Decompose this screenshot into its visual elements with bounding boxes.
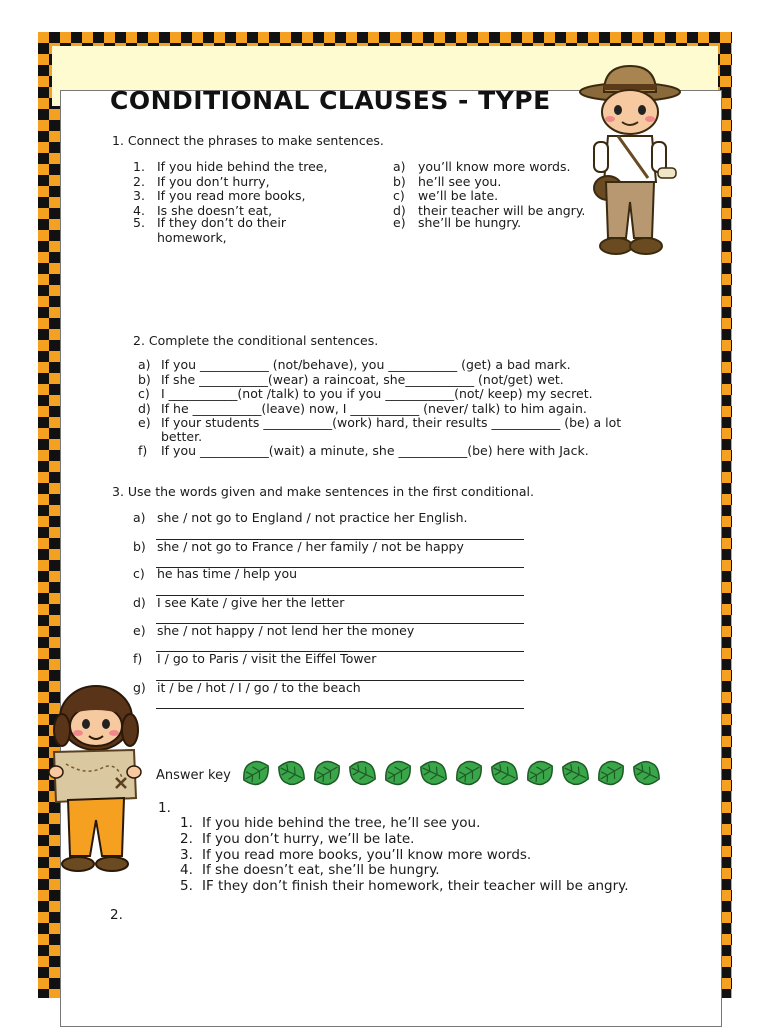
section2-heading: 2. Complete the conditional sentences.	[133, 333, 379, 348]
leaf-icon	[416, 757, 451, 789]
left-item-text: If you don’t hurry,	[157, 173, 270, 189]
s2-item-num: b)	[138, 371, 151, 387]
left-item-num: 1.	[133, 159, 145, 174]
s3-item-text: she / not go to England / not practice her English.	[157, 510, 468, 525]
leaf-garland	[240, 756, 660, 790]
s3-item-text: she / not go to France / her family / not be happy	[157, 539, 464, 554]
right-item-text: she’ll be hungry.	[418, 215, 522, 230]
s3-item-num: g)	[133, 680, 146, 695]
leaf-icon	[274, 757, 309, 789]
right-item-num: a)	[393, 159, 406, 174]
ak-num: 3.	[180, 846, 193, 863]
s2-item-text: If he ___________(leave) now, I ___________ (never/ talk) to him again.	[161, 400, 587, 416]
ak-num: 5.	[180, 877, 193, 894]
s2-item-text: If she ___________(wear) a raincoat, she___________ (not/get) wet.	[161, 371, 564, 387]
leaf-icon	[522, 756, 557, 789]
ak-text: If you read more books, you’ll know more words.	[202, 846, 532, 863]
s3-item-text: she / not happy / not lend her the money	[157, 623, 415, 638]
answer-line[interactable]	[156, 708, 524, 709]
s2-item-num: e)	[138, 415, 151, 430]
left-item-num: 4.	[133, 202, 145, 218]
s2-item-num: a)	[138, 357, 151, 372]
answer-part2-num: 2.	[110, 907, 123, 923]
answer-key-label: Answer key	[156, 768, 231, 783]
right-item-text: you’ll know more words.	[418, 159, 571, 174]
s3-item-num: c)	[133, 566, 145, 581]
s2-item-text: I ___________(not /talk) to you if you ___________(not/ keep) my secret.	[161, 386, 593, 401]
ak-num: 2.	[180, 831, 193, 847]
s2-item-text: If you ___________(wait) a minute, she ___________(be) here with Jack.	[161, 443, 589, 458]
s3-item-num: d)	[133, 595, 146, 610]
left-item-num: 3.	[133, 188, 145, 203]
ak-num: 1.	[180, 815, 193, 831]
right-item-text: we’ll be late.	[418, 188, 499, 203]
left-item-num: 2.	[133, 173, 145, 189]
s2-item-num: d)	[138, 400, 151, 416]
right-item-text: he’ll see you.	[418, 173, 502, 189]
ak-text: If you don’t hurry, we’ll be late.	[202, 831, 415, 847]
ak-text: IF they don’t finish their homework, their teacher will be angry.	[202, 877, 629, 894]
left-item-text: homework,	[157, 229, 227, 245]
s3-item-num: a)	[133, 510, 146, 525]
s3-item-text: I see Kate / give her the letter	[157, 595, 345, 610]
leaf-icon	[345, 757, 380, 789]
s2-item-text: If you ___________ (not/behave), you ___________ (get) a bad mark.	[161, 357, 571, 372]
section3-heading: 3. Use the words given and make sentences in the first conditional.	[112, 484, 534, 499]
leaf-icon	[487, 757, 522, 789]
leaf-icon	[593, 756, 628, 789]
s2-item-num: c)	[138, 386, 150, 401]
leaf-icon	[558, 757, 593, 789]
leaf-icon	[309, 756, 344, 789]
s2-item-text: If your students ___________(work) hard, their results ___________ (be) a lot	[161, 415, 622, 430]
s3-item-num: f)	[133, 651, 143, 666]
answer-part1-num: 1.	[158, 800, 171, 816]
left-item-text: If they don’t do their	[157, 215, 286, 230]
leaf-icon	[380, 756, 415, 789]
left-item-text: If you hide behind the tree,	[157, 159, 328, 174]
page-title: CONDITIONAL CLAUSES - TYPE	[110, 86, 551, 115]
s3-item-text: I / go to Paris / visit the Eiffel Tower	[157, 651, 377, 666]
s3-item-text: it / be / hot / I / go / to the beach	[157, 680, 361, 695]
right-item-num: d)	[393, 202, 406, 218]
leaf-icon	[451, 756, 486, 789]
explorer-boy-illustration	[578, 62, 682, 260]
right-item-text: their teacher will be angry.	[418, 202, 586, 218]
explorer-girl-with-map-illustration	[46, 680, 142, 876]
s2-item-num: f)	[138, 443, 148, 458]
ak-num: 4.	[180, 862, 193, 878]
right-item-num: b)	[393, 173, 406, 189]
s3-item-num: b)	[133, 539, 146, 554]
leaf-icon	[629, 757, 660, 789]
s3-item-text: he has time / help you	[157, 566, 298, 581]
section1-heading: 1. Connect the phrases to make sentences.	[112, 133, 384, 148]
right-item-num: e)	[393, 215, 406, 230]
ak-text: If she doesn’t eat, she’ll be hungry.	[202, 862, 440, 878]
left-item-text: Is she doesn’t eat,	[157, 202, 273, 218]
leaf-icon	[240, 756, 274, 789]
s2-item-text: better.	[161, 429, 203, 444]
ak-text: If you hide behind the tree, he’ll see you.	[202, 815, 481, 831]
left-item-num: 5.	[133, 215, 145, 230]
s3-item-num: e)	[133, 623, 146, 638]
right-item-num: c)	[393, 188, 405, 203]
left-item-text: If you read more books,	[157, 188, 306, 203]
